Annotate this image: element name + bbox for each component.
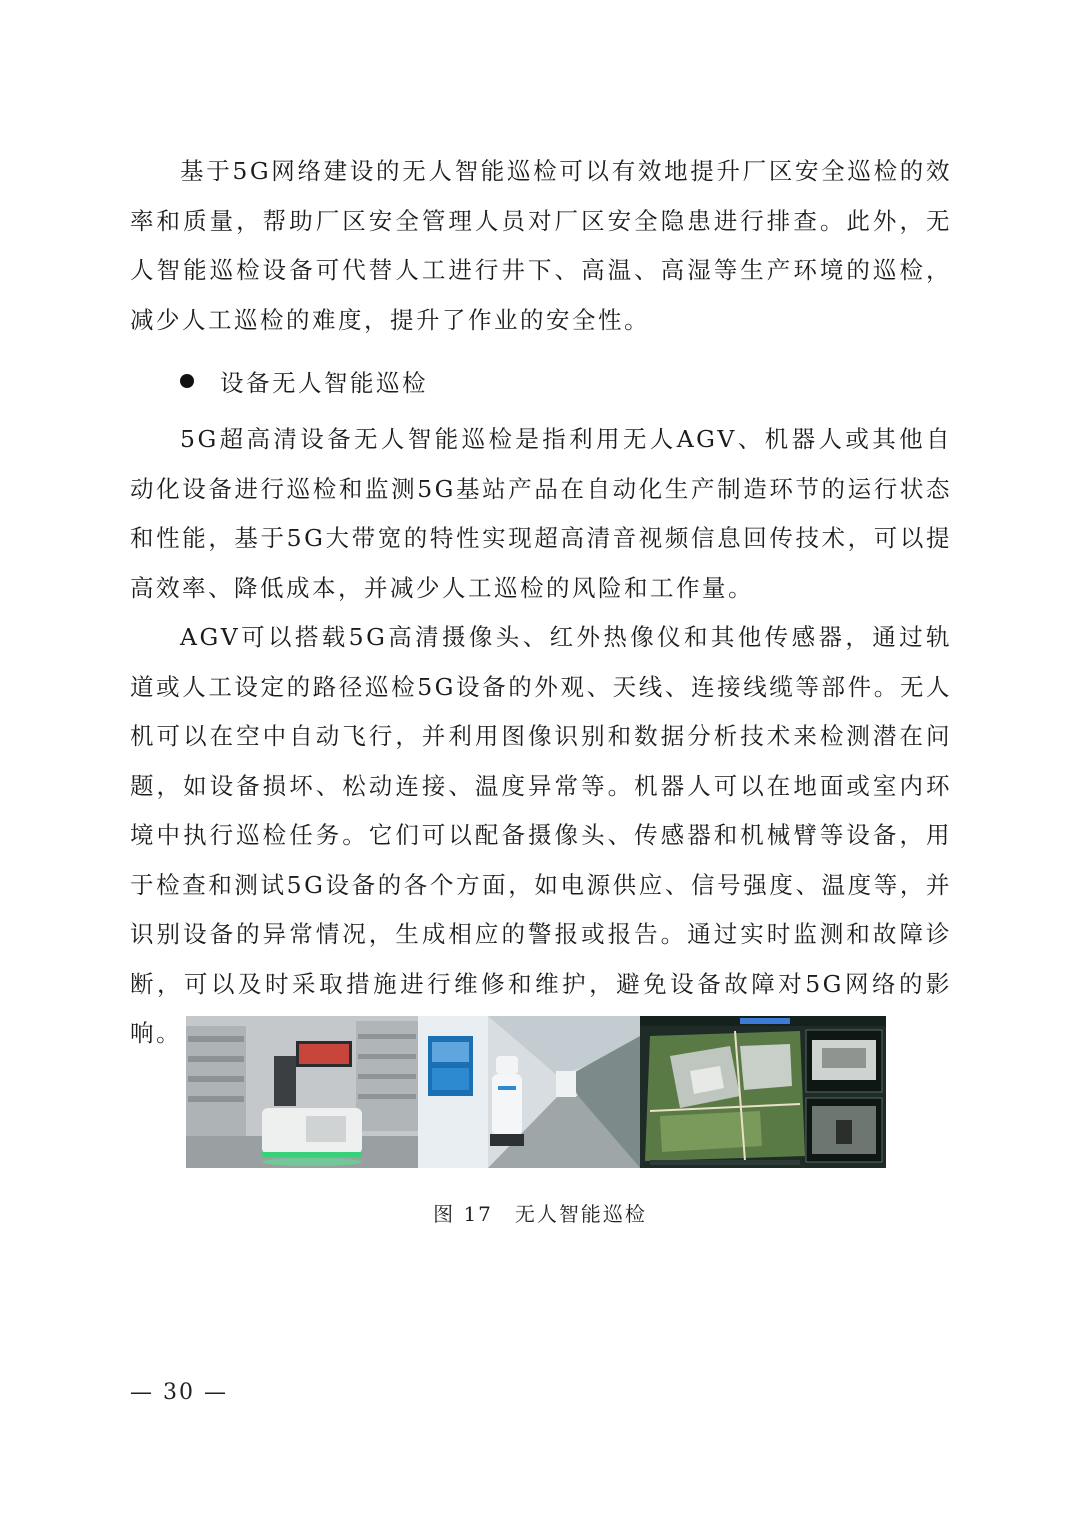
body-paragraph-3: AGV可以搭载5G高清摄像头、红外热像仪和其他传感器，通过轨道或人工设定的路径巡检5G设备的外观、天线、连接线缆等部件。无人机可以在空中自动飞行，并利用图像识别和数据分析技术来检测潜在问题，如设备损坏、松动连接、温度异常等。机器人可以在地面或室内环境中执行巡检任务。它们可以配备摄像头、传感器和机械臂等设备，用于检查和测试5G设备的各个方面，如电源供应、信号强度、温度等，并识别设备的异常情况，生成相应的警报或报告。通过实时监测和故障诊断，可以及时采取措施进行维修和维护，避免设备故障对5G网络的影响。 [130, 623, 952, 1047]
figure-caption [0, 1198, 1080, 1227]
figure-title: 无人智能巡检 [514, 1202, 647, 1226]
body-paragraph-2: 5G超高清设备无人智能巡检是指利用无人AGV、机器人或其他自动化设备进行巡检和监测5G基站产品在自动化生产制造环节的运行状态和性能，基于5G大带宽的特性实现超高清音视频信息回传技术，可以提高效率、降低成本，并减少人工巡检的风险和工作量。 [130, 425, 952, 602]
bullet-dot-icon [180, 374, 194, 388]
monitoring-dashboard-photo [640, 1016, 886, 1168]
corridor-robot-photo [418, 1016, 640, 1168]
agv-robot-photo [186, 1016, 418, 1168]
body-paragraph-1: 基于5G网络建设的无人智能巡检可以有效地提升厂区安全巡检的效率和质量，帮助厂区安全管理人员对厂区安全隐患进行排查。此外，无人智能巡检设备可代替人工进行井下、高温、高湿等生产环境的巡检，减少人工巡检的难度，提升了作业的安全性。 [130, 157, 952, 334]
bullet-heading-text: 设备无人智能巡检 [220, 368, 428, 397]
figure-image-strip [186, 1016, 886, 1168]
figure-number: 图 17 [433, 1202, 493, 1226]
bullet-heading [180, 356, 428, 405]
page-number: — 30 — [130, 1380, 228, 1405]
